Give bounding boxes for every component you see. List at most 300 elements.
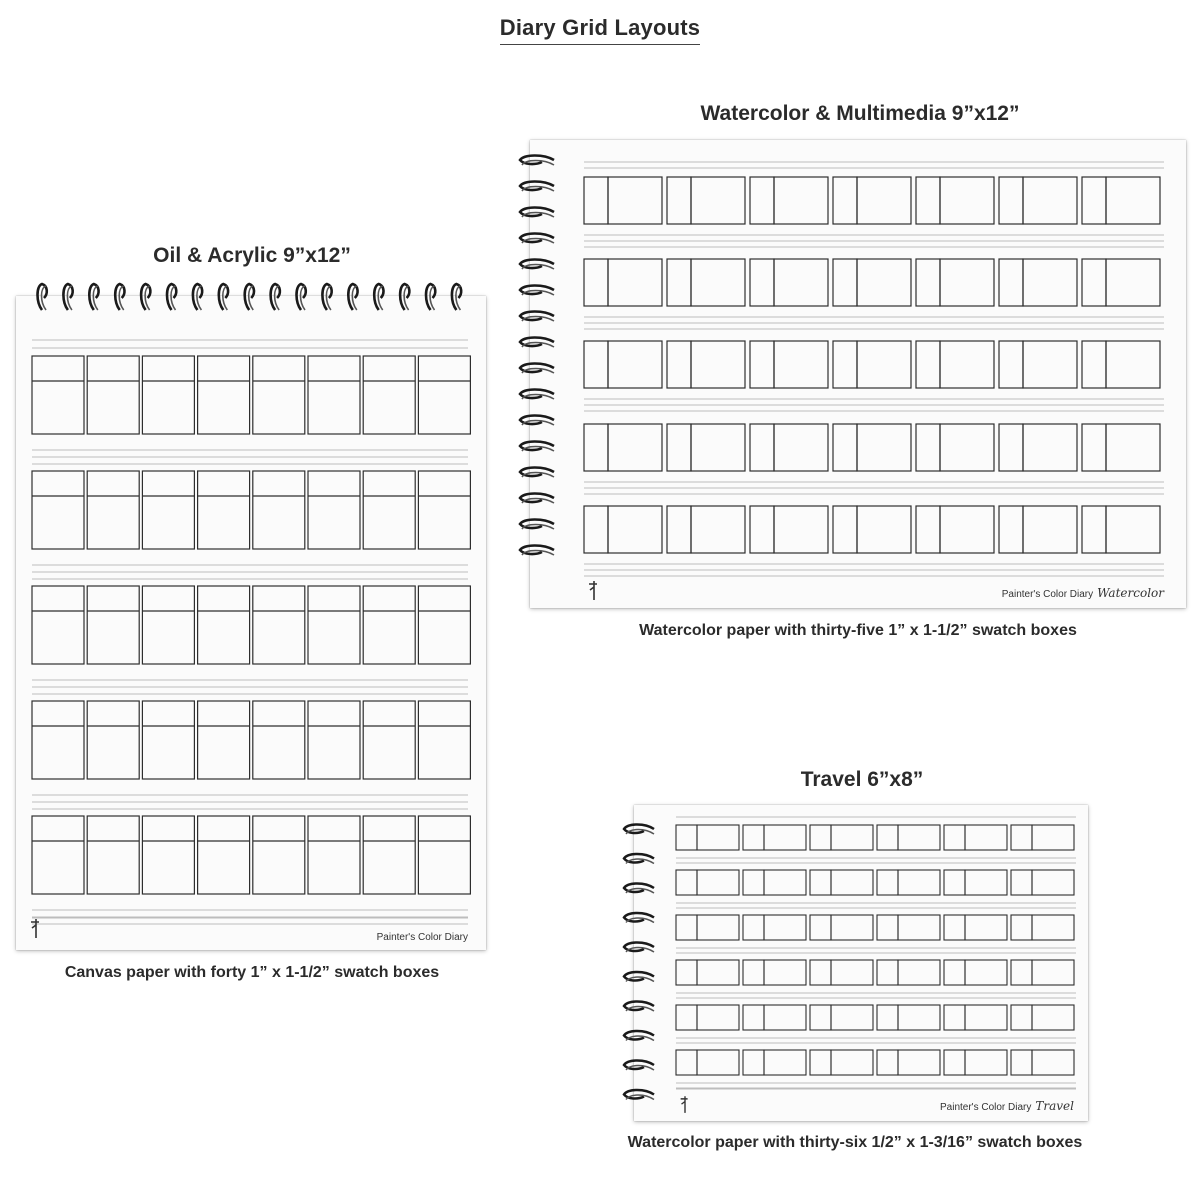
swatch-wide-cell <box>764 960 806 985</box>
swatch-box <box>833 341 911 388</box>
swatch-box <box>810 1050 873 1075</box>
swatch-wide-cell <box>1032 960 1074 985</box>
swatch-box <box>198 816 250 894</box>
swatch-narrow-cell <box>667 424 691 471</box>
swatch-outline <box>87 471 139 549</box>
swatch-outline <box>418 471 470 549</box>
swatch-narrow-cell <box>877 825 898 850</box>
swatch-wide-cell <box>1032 1050 1074 1075</box>
swatch-box <box>810 915 873 940</box>
swatch-box <box>1082 259 1160 306</box>
binding-coil <box>167 284 176 310</box>
swatch-outline <box>32 471 84 549</box>
binding-coil <box>271 284 280 310</box>
swatch-wide-cell <box>608 506 662 553</box>
swatch-narrow-cell <box>743 960 764 985</box>
travel-spiral-binding <box>618 805 664 1121</box>
binding-coil <box>624 1090 654 1100</box>
swatch-box <box>743 1050 806 1075</box>
swatch-box <box>363 356 415 434</box>
swatch-wide-cell <box>965 1050 1007 1075</box>
watercolor-spiral-binding <box>514 140 564 608</box>
swatch-box <box>667 341 745 388</box>
swatch-box <box>999 424 1077 471</box>
swatch-narrow-cell <box>810 1005 831 1030</box>
swatch-wide-cell <box>898 915 940 940</box>
swatch-box <box>743 825 806 850</box>
swatch-wide-cell <box>1032 870 1074 895</box>
swatch-outline <box>198 471 250 549</box>
swatch-box <box>584 259 662 306</box>
swatch-narrow-cell <box>743 1050 764 1075</box>
swatch-wide-cell <box>940 177 994 224</box>
swatch-box <box>198 701 250 779</box>
swatch-narrow-cell <box>833 341 857 388</box>
swatch-outline <box>253 701 305 779</box>
swatch-narrow-cell <box>877 1005 898 1030</box>
swatch-wide-cell <box>831 870 873 895</box>
swatch-box <box>667 259 745 306</box>
swatch-wide-cell <box>940 424 994 471</box>
swatch-box <box>142 586 194 664</box>
swatch-narrow-cell <box>676 915 697 940</box>
swatch-wide-cell <box>697 870 739 895</box>
watercolor-swatch-grid <box>530 140 1186 608</box>
watercolor-brand-label: Painter's Color Diary Watercolor <box>1001 586 1164 600</box>
swatch-box <box>142 816 194 894</box>
swatch-narrow-cell <box>676 1005 697 1030</box>
swatch-box <box>944 915 1007 940</box>
swatch-box <box>308 471 360 549</box>
swatch-box <box>1011 825 1074 850</box>
swatch-wide-cell <box>1023 341 1077 388</box>
swatch-wide-cell <box>898 1005 940 1030</box>
swatch-wide-cell <box>857 506 911 553</box>
swatch-narrow-cell <box>743 915 764 940</box>
swatch-narrow-cell <box>676 1050 697 1075</box>
swatch-narrow-cell <box>1011 1005 1032 1030</box>
swatch-outline <box>142 471 194 549</box>
binding-coil <box>38 284 47 310</box>
binding-coil <box>520 520 554 530</box>
swatch-box <box>750 424 828 471</box>
swatch-wide-cell <box>608 177 662 224</box>
swatch-outline <box>32 356 84 434</box>
binding-coil <box>520 442 554 452</box>
swatch-narrow-cell <box>743 825 764 850</box>
swatch-narrow-cell <box>810 1050 831 1075</box>
swatch-wide-cell <box>831 960 873 985</box>
swatch-narrow-cell <box>810 915 831 940</box>
swatch-wide-cell <box>764 1050 806 1075</box>
swatch-outline <box>418 356 470 434</box>
swatch-narrow-cell <box>833 259 857 306</box>
swatch-outline <box>198 586 250 664</box>
swatch-box <box>1011 960 1074 985</box>
swatch-outline <box>363 701 415 779</box>
oil-spiral-binding <box>16 280 486 320</box>
swatch-wide-cell <box>857 177 911 224</box>
swatch-wide-cell <box>1023 506 1077 553</box>
swatch-outline <box>142 586 194 664</box>
swatch-box <box>916 424 994 471</box>
swatch-narrow-cell <box>833 506 857 553</box>
swatch-narrow-cell <box>584 506 608 553</box>
swatch-narrow-cell <box>750 424 774 471</box>
swatch-outline <box>32 816 84 894</box>
swatch-box <box>944 960 1007 985</box>
binding-coil <box>520 234 554 244</box>
swatch-wide-cell <box>898 1050 940 1075</box>
swatch-outline <box>253 471 305 549</box>
swatch-outline <box>418 586 470 664</box>
swatch-box <box>198 471 250 549</box>
swatch-wide-cell <box>697 915 739 940</box>
swatch-box <box>667 506 745 553</box>
swatch-narrow-cell <box>877 960 898 985</box>
swatch-box <box>743 1005 806 1030</box>
swatch-wide-cell <box>764 915 806 940</box>
binding-coil <box>520 286 554 296</box>
binding-coil <box>520 208 554 218</box>
swatch-box <box>87 471 139 549</box>
swatch-box <box>743 870 806 895</box>
swatch-outline <box>142 701 194 779</box>
swatch-box <box>1011 915 1074 940</box>
swatch-box <box>253 471 305 549</box>
swatch-narrow-cell <box>810 870 831 895</box>
swatch-box <box>363 701 415 779</box>
swatch-box <box>418 701 470 779</box>
binding-coil <box>452 284 461 310</box>
swatch-outline <box>87 356 139 434</box>
swatch-wide-cell <box>940 341 994 388</box>
swatch-box <box>1011 1005 1074 1030</box>
swatch-outline <box>418 816 470 894</box>
swatch-narrow-cell <box>667 341 691 388</box>
swatch-box <box>1082 424 1160 471</box>
swatch-narrow-cell <box>916 341 940 388</box>
swatch-outline <box>32 586 84 664</box>
binding-coil <box>520 546 554 556</box>
binding-coil <box>219 284 228 310</box>
swatch-outline <box>142 356 194 434</box>
binding-coil <box>624 1061 654 1071</box>
swatch-narrow-cell <box>584 259 608 306</box>
binding-coil <box>245 284 254 310</box>
binding-coil <box>193 284 202 310</box>
swatch-box <box>676 825 739 850</box>
swatch-box <box>1082 341 1160 388</box>
binding-coil <box>520 494 554 504</box>
swatch-outline <box>308 586 360 664</box>
swatch-box <box>944 1005 1007 1030</box>
swatch-wide-cell <box>697 960 739 985</box>
swatch-wide-cell <box>774 259 828 306</box>
swatch-narrow-cell <box>676 960 697 985</box>
swatch-wide-cell <box>697 825 739 850</box>
swatch-outline <box>198 701 250 779</box>
swatch-box <box>32 471 84 549</box>
swatch-outline <box>363 816 415 894</box>
binding-coil <box>297 284 306 310</box>
swatch-outline <box>198 816 250 894</box>
swatch-box <box>676 960 739 985</box>
swatch-box <box>363 816 415 894</box>
swatch-box <box>743 915 806 940</box>
swatch-box <box>363 586 415 664</box>
binding-coil <box>520 156 554 166</box>
swatch-wide-cell <box>1106 424 1160 471</box>
swatch-wide-cell <box>940 259 994 306</box>
swatch-box <box>253 701 305 779</box>
swatch-wide-cell <box>965 825 1007 850</box>
swatch-box <box>833 259 911 306</box>
swatch-narrow-cell <box>944 825 965 850</box>
swatch-wide-cell <box>774 177 828 224</box>
swatch-box <box>877 915 940 940</box>
binding-coil <box>115 284 124 310</box>
swatch-box <box>877 1050 940 1075</box>
binding-coil <box>624 1002 654 1012</box>
swatch-narrow-cell <box>877 870 898 895</box>
swatch-wide-cell <box>965 870 1007 895</box>
swatch-narrow-cell <box>676 825 697 850</box>
binding-coil <box>322 284 331 310</box>
binding-coil <box>624 825 654 835</box>
travel-brand-label: Painter's Color Diary Travel <box>939 1099 1074 1113</box>
binding-coil <box>374 284 383 310</box>
swatch-narrow-cell <box>810 825 831 850</box>
swatch-wide-cell <box>1106 259 1160 306</box>
swatch-outline <box>308 701 360 779</box>
swatch-box <box>308 586 360 664</box>
swatch-wide-cell <box>831 1005 873 1030</box>
swatch-narrow-cell <box>916 259 940 306</box>
watercolor-caption: Watercolor paper with thirty-five 1” x 1-1/2” swatch boxes <box>639 622 1077 639</box>
swatch-wide-cell <box>940 506 994 553</box>
swatch-box <box>944 1050 1007 1075</box>
swatch-box <box>418 816 470 894</box>
swatch-box <box>810 1005 873 1030</box>
swatch-wide-cell <box>774 424 828 471</box>
swatch-box <box>999 177 1077 224</box>
swatch-box <box>676 1050 739 1075</box>
swatch-wide-cell <box>1032 825 1074 850</box>
binding-coil <box>520 364 554 374</box>
brush-logo-icon <box>586 580 602 602</box>
swatch-outline <box>253 356 305 434</box>
swatch-box <box>308 356 360 434</box>
swatch-narrow-cell <box>1011 1050 1032 1075</box>
watercolor-heading: Watercolor & Multimedia 9”x12” <box>700 102 1020 125</box>
binding-coil <box>426 284 435 310</box>
swatch-narrow-cell <box>584 177 608 224</box>
swatch-box <box>87 701 139 779</box>
swatch-box <box>833 506 911 553</box>
swatch-wide-cell <box>965 1005 1007 1030</box>
swatch-box <box>750 341 828 388</box>
swatch-narrow-cell <box>916 506 940 553</box>
travel-swatch-grid <box>634 805 1088 1121</box>
swatch-box <box>667 177 745 224</box>
binding-coil <box>520 390 554 400</box>
swatch-box <box>944 825 1007 850</box>
swatch-narrow-cell <box>916 424 940 471</box>
swatch-box <box>750 259 828 306</box>
swatch-box <box>1011 870 1074 895</box>
swatch-box <box>810 825 873 850</box>
swatch-wide-cell <box>774 341 828 388</box>
oil-acrylic-heading: Oil & Acrylic 9”x12” <box>153 244 351 267</box>
swatch-narrow-cell <box>944 915 965 940</box>
swatch-box <box>999 341 1077 388</box>
swatch-outline <box>198 356 250 434</box>
binding-coil <box>624 913 654 923</box>
swatch-wide-cell <box>1023 424 1077 471</box>
swatch-box <box>1082 177 1160 224</box>
swatch-wide-cell <box>965 915 1007 940</box>
swatch-box <box>676 870 739 895</box>
swatch-outline <box>87 816 139 894</box>
binding-coil <box>520 416 554 426</box>
swatch-wide-cell <box>1106 177 1160 224</box>
swatch-narrow-cell <box>743 870 764 895</box>
swatch-wide-cell <box>1023 259 1077 306</box>
swatch-wide-cell <box>857 259 911 306</box>
binding-coil <box>400 284 409 310</box>
swatch-box <box>198 586 250 664</box>
swatch-box <box>877 960 940 985</box>
swatch-wide-cell <box>691 506 745 553</box>
swatch-wide-cell <box>1106 341 1160 388</box>
binding-coil <box>89 284 98 310</box>
swatch-outline <box>142 816 194 894</box>
travel-heading: Travel 6”x8” <box>800 768 924 791</box>
swatch-narrow-cell <box>916 177 940 224</box>
swatch-narrow-cell <box>944 870 965 895</box>
swatch-narrow-cell <box>750 506 774 553</box>
swatch-narrow-cell <box>999 259 1023 306</box>
swatch-box <box>750 177 828 224</box>
swatch-narrow-cell <box>1082 506 1106 553</box>
travel-caption: Watercolor paper with thirty-six 1/2” x 1-3/16” swatch boxes <box>627 1134 1083 1151</box>
swatch-narrow-cell <box>877 915 898 940</box>
swatch-box <box>916 177 994 224</box>
swatch-wide-cell <box>697 1050 739 1075</box>
swatch-outline <box>363 471 415 549</box>
swatch-box <box>418 471 470 549</box>
binding-coil <box>520 468 554 478</box>
swatch-wide-cell <box>831 915 873 940</box>
swatch-box <box>810 870 873 895</box>
swatch-box <box>667 424 745 471</box>
swatch-narrow-cell <box>667 177 691 224</box>
swatch-outline <box>253 816 305 894</box>
swatch-narrow-cell <box>750 341 774 388</box>
swatch-box <box>584 506 662 553</box>
swatch-narrow-cell <box>1011 870 1032 895</box>
swatch-box <box>363 471 415 549</box>
binding-coil <box>348 284 357 310</box>
binding-coil <box>141 284 150 310</box>
swatch-narrow-cell <box>999 177 1023 224</box>
binding-coil <box>520 182 554 192</box>
swatch-narrow-cell <box>1082 177 1106 224</box>
swatch-wide-cell <box>1032 1005 1074 1030</box>
binding-coil <box>63 284 72 310</box>
swatch-box <box>87 586 139 664</box>
oil-acrylic-swatch-grid <box>16 296 486 950</box>
swatch-narrow-cell <box>584 341 608 388</box>
swatch-narrow-cell <box>944 960 965 985</box>
swatch-narrow-cell <box>810 960 831 985</box>
swatch-box <box>142 471 194 549</box>
swatch-narrow-cell <box>999 341 1023 388</box>
swatch-box <box>253 816 305 894</box>
swatch-wide-cell <box>831 1050 873 1075</box>
swatch-box <box>676 1005 739 1030</box>
swatch-wide-cell <box>691 177 745 224</box>
swatch-narrow-cell <box>1082 424 1106 471</box>
swatch-box <box>833 177 911 224</box>
swatch-wide-cell <box>764 1005 806 1030</box>
swatch-outline <box>253 586 305 664</box>
swatch-wide-cell <box>898 870 940 895</box>
swatch-box <box>877 870 940 895</box>
watercolor-diary-page <box>530 140 1186 608</box>
swatch-narrow-cell <box>750 259 774 306</box>
swatch-narrow-cell <box>1082 341 1106 388</box>
swatch-wide-cell <box>764 825 806 850</box>
brush-logo-icon <box>678 1095 692 1115</box>
binding-coil <box>624 972 654 982</box>
swatch-narrow-cell <box>667 259 691 306</box>
swatch-wide-cell <box>764 870 806 895</box>
swatch-wide-cell <box>608 424 662 471</box>
swatch-narrow-cell <box>1011 915 1032 940</box>
swatch-box <box>999 506 1077 553</box>
swatch-wide-cell <box>857 424 911 471</box>
swatch-wide-cell <box>608 341 662 388</box>
swatch-narrow-cell <box>1011 825 1032 850</box>
swatch-narrow-cell <box>833 424 857 471</box>
swatch-outline <box>87 701 139 779</box>
swatch-box <box>810 960 873 985</box>
swatch-wide-cell <box>774 506 828 553</box>
binding-coil <box>624 854 654 864</box>
swatch-box <box>877 1005 940 1030</box>
swatch-box <box>87 816 139 894</box>
swatch-box <box>32 356 84 434</box>
swatch-box <box>999 259 1077 306</box>
travel-diary-page <box>634 805 1088 1121</box>
swatch-box <box>1011 1050 1074 1075</box>
binding-coil <box>520 312 554 322</box>
swatch-box <box>32 816 84 894</box>
swatch-wide-cell <box>691 341 745 388</box>
swatch-outline <box>87 586 139 664</box>
swatch-wide-cell <box>1023 177 1077 224</box>
swatch-box <box>944 870 1007 895</box>
swatch-wide-cell <box>857 341 911 388</box>
swatch-box <box>916 341 994 388</box>
swatch-box <box>750 506 828 553</box>
swatch-box <box>87 356 139 434</box>
swatch-wide-cell <box>898 825 940 850</box>
swatch-box <box>833 424 911 471</box>
swatch-outline <box>418 701 470 779</box>
